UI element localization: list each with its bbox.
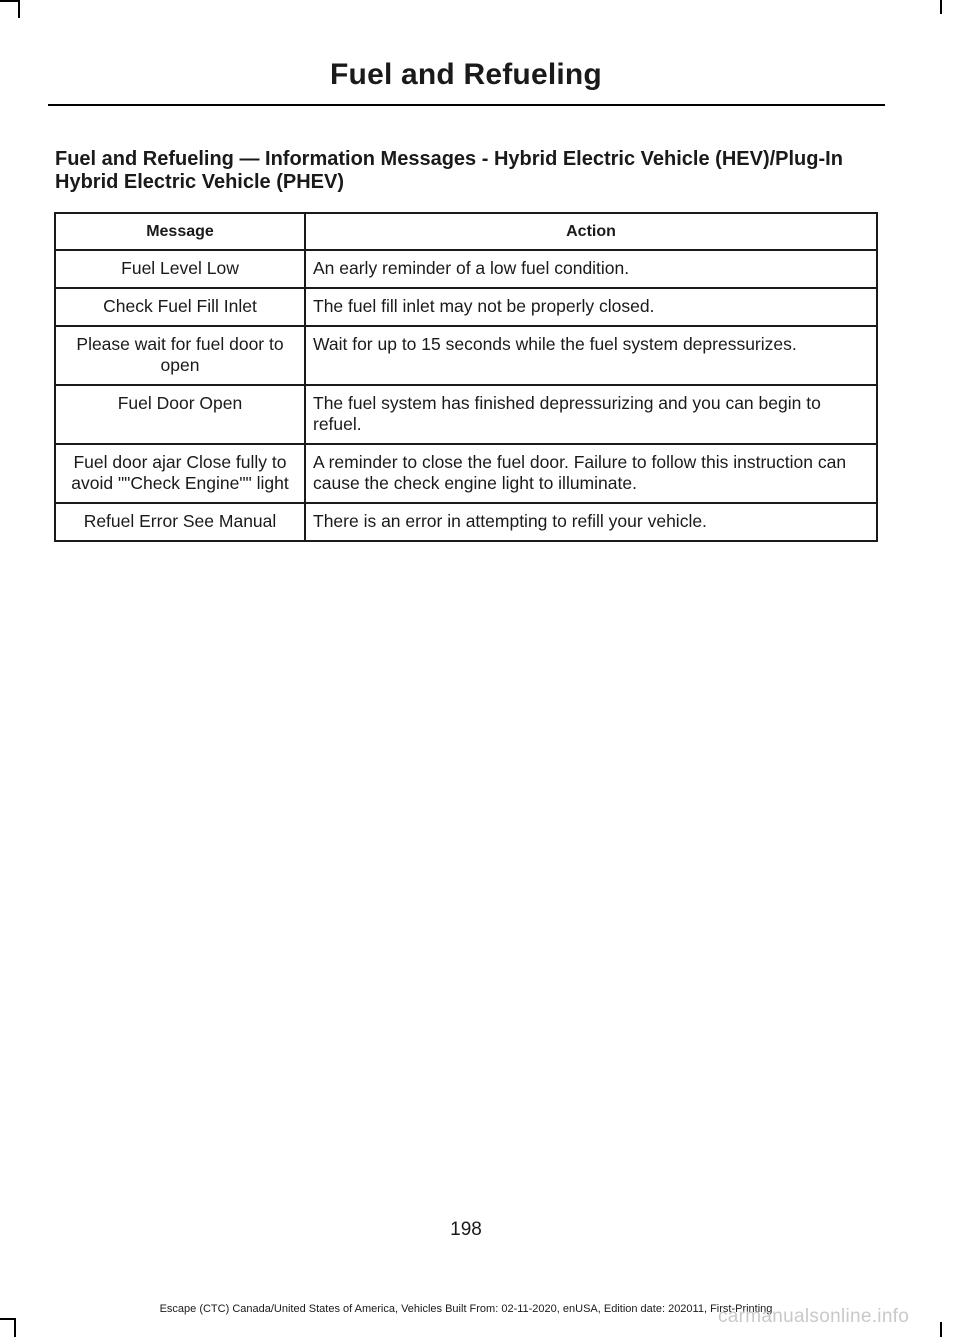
page-number: 198 — [450, 1219, 482, 1240]
crop-mark-bottom-left-vertical — [14, 1318, 16, 1337]
crop-mark-bottom-left — [0, 1318, 14, 1320]
table-row — [55, 326, 877, 385]
action-cell: The fuel system has finished depressurizing and you can begin to refuel. — [305, 385, 877, 444]
table-row — [55, 385, 877, 444]
action-cell: An early reminder of a low fuel condition. — [305, 250, 877, 288]
crop-mark-bottom-right — [940, 1322, 942, 1337]
table-row — [55, 250, 877, 288]
action-cell: There is an error in attempting to refill your vehicle. — [305, 503, 877, 541]
message-cell: Please wait for fuel door to open — [55, 326, 305, 385]
message-cell: Check Fuel Fill Inlet — [55, 288, 305, 326]
page-header-title: Fuel and Refueling — [330, 58, 602, 91]
table-row — [55, 444, 877, 503]
watermark[interactable]: carmanualsonline.info — [718, 1306, 910, 1327]
table-row — [55, 288, 877, 326]
column-header-message: Message — [55, 213, 305, 250]
action-cell: The fuel fill inlet may not be properly closed. — [305, 288, 877, 326]
page-footer: Escape (CTC) Canada/United States of America, Vehicles Built From: 02-11-2020, enUSA, Edition date: 202011, First-Printing — [159, 1303, 773, 1315]
table-row — [55, 503, 877, 541]
action-cell: A reminder to close the fuel door. Failure to follow this instruction can cause the check engine light to illuminate. — [305, 444, 877, 503]
information-messages-table — [54, 212, 878, 542]
table-header-row — [55, 213, 877, 250]
message-cell: Fuel door ajar Close fully to avoid ""Check Engine"" light — [55, 444, 305, 503]
message-cell: Refuel Error See Manual — [55, 503, 305, 541]
crop-mark-top-right — [940, 0, 942, 14]
message-cell: Fuel Level Low — [55, 250, 305, 288]
header-divider — [48, 104, 885, 106]
message-cell: Fuel Door Open — [55, 385, 305, 444]
column-header-action: Action — [305, 213, 877, 250]
crop-mark-top-left — [0, 0, 18, 2]
section-title: Fuel and Refueling — Information Messages - Hybrid Electric Vehicle (HEV)/Plug-In Hybrid Electric Vehicle (PHEV) — [55, 148, 843, 193]
action-cell: Wait for up to 15 seconds while the fuel system depressurizes. — [305, 326, 877, 385]
crop-mark-top-left-vertical — [18, 0, 20, 18]
